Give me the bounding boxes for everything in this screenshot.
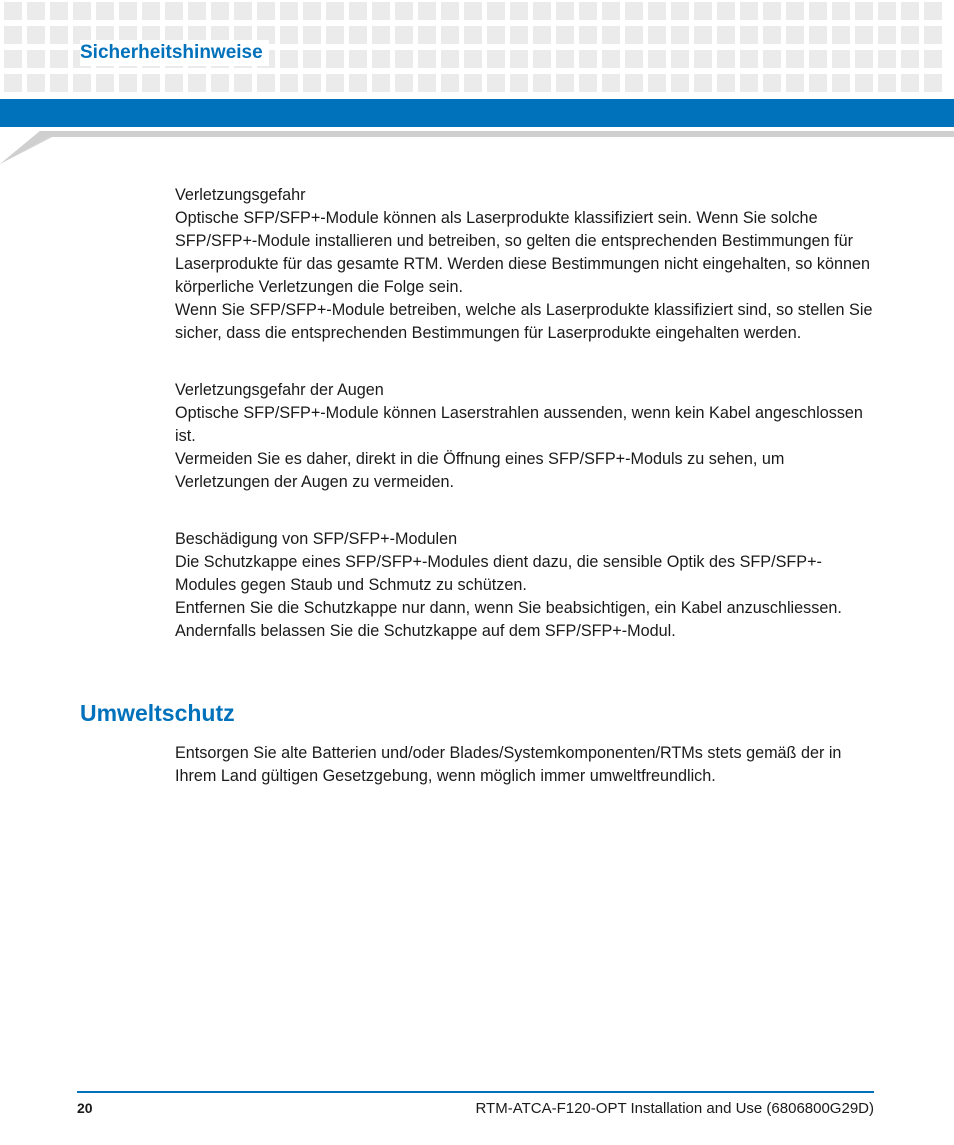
header-tile <box>280 26 298 44</box>
header-tile <box>395 2 413 20</box>
header-tile <box>257 2 275 20</box>
header-tile <box>625 2 643 20</box>
header-tile <box>510 26 528 44</box>
header-tile <box>625 50 643 68</box>
warning-block-damage <box>175 528 875 643</box>
header-tile <box>763 74 781 92</box>
header-tile <box>648 74 666 92</box>
header-tile <box>832 26 850 44</box>
header-tile <box>717 26 735 44</box>
header-tile <box>211 2 229 20</box>
header-tile <box>349 2 367 20</box>
header-tile <box>648 26 666 44</box>
header-tile <box>832 50 850 68</box>
header-tile <box>50 74 68 92</box>
header-tile <box>924 2 942 20</box>
warning-heading: Beschädigung von SFP/SFP+-Modulen <box>175 530 458 548</box>
environment-heading: Umweltschutz <box>80 700 235 726</box>
header-tile <box>487 74 505 92</box>
header-tile <box>855 26 873 44</box>
header-tile <box>395 74 413 92</box>
header-tile <box>280 50 298 68</box>
header-tile <box>924 74 942 92</box>
header-tile <box>694 26 712 44</box>
header-tile <box>50 2 68 20</box>
header-tile <box>441 74 459 92</box>
header-tile <box>418 2 436 20</box>
header-tile <box>142 2 160 20</box>
header-tile <box>901 2 919 20</box>
header-tile <box>234 2 252 20</box>
header-tile <box>533 74 551 92</box>
header-tile <box>579 74 597 92</box>
header-tile <box>418 50 436 68</box>
warning-paragraph: Optische SFP/SFP+-Module können als Laserprodukte klassifiziert sein. Wenn Sie solche SFP/SFP+-Module installieren und betreiben, so gelten die entsprechenden Bestimmungen für Laserprodukte für das gesamte RTM. Werden diese Bestimmungen nicht eingehalten, so können körperliche Verletzungen die Folge sein. <box>175 209 870 296</box>
header-tile <box>188 74 206 92</box>
header-tile <box>878 74 896 92</box>
header-tile <box>487 2 505 20</box>
header-tile <box>326 26 344 44</box>
header-tile <box>855 50 873 68</box>
header-tile <box>50 26 68 44</box>
header-tile <box>418 26 436 44</box>
header-tile <box>96 2 114 20</box>
header-tile <box>901 74 919 92</box>
header-tile <box>533 2 551 20</box>
header-tile <box>349 74 367 92</box>
header-tile <box>303 50 321 68</box>
header-tile <box>671 50 689 68</box>
header-tile <box>579 26 597 44</box>
header-tile <box>487 26 505 44</box>
header-tile <box>395 50 413 68</box>
header-tile <box>855 2 873 20</box>
header-tile <box>510 2 528 20</box>
section-title: Sicherheitshinweise <box>80 40 269 66</box>
header-tile <box>717 2 735 20</box>
header-tile <box>119 2 137 20</box>
header-tile <box>326 2 344 20</box>
header-tile <box>602 74 620 92</box>
header-tile <box>96 74 114 92</box>
header-tile <box>372 2 390 20</box>
header-tile <box>395 26 413 44</box>
header-tile <box>786 2 804 20</box>
header-tile <box>901 26 919 44</box>
header-tile <box>464 50 482 68</box>
header-tile <box>303 74 321 92</box>
header-tile <box>441 50 459 68</box>
header-tile <box>602 26 620 44</box>
header-tile <box>4 2 22 20</box>
header-tile <box>740 74 758 92</box>
warning-paragraph: Optische SFP/SFP+-Module können Laserstrahlen aussenden, wenn kein Kabel angeschlossen ist. <box>175 404 863 445</box>
header-tile <box>694 74 712 92</box>
warning-paragraph: Entfernen Sie die Schutzkappe nur dann, wenn Sie beabsichtigen, ein Kabel anzuschliessen. Andernfalls belassen Sie die Schutzkappe auf dem SFP/SFP+-Modul. <box>175 599 842 640</box>
header-tile <box>280 2 298 20</box>
header-tile <box>27 50 45 68</box>
header-tile <box>372 50 390 68</box>
document-id: RTM-ATCA-F120-OPT Installation and Use (6806800G29D) <box>475 1100 874 1117</box>
header-tile <box>487 50 505 68</box>
warnings-content <box>175 184 875 643</box>
header-tile <box>832 2 850 20</box>
header-tile <box>27 26 45 44</box>
header-tile <box>556 2 574 20</box>
header-tile <box>142 74 160 92</box>
header-tile <box>648 50 666 68</box>
header-tile <box>372 74 390 92</box>
header-tile <box>855 74 873 92</box>
header-tile <box>4 26 22 44</box>
header-tile <box>694 2 712 20</box>
header-tile <box>372 26 390 44</box>
header-tile <box>326 74 344 92</box>
header-tile <box>280 74 298 92</box>
header-tile <box>694 50 712 68</box>
header-tile <box>671 26 689 44</box>
header-tile <box>211 74 229 92</box>
header-tile <box>671 2 689 20</box>
warning-paragraph: Die Schutzkappe eines SFP/SFP+-Modules dient dazu, die sensible Optik des SFP/SFP+-Modules gegen Staub und Schmutz zu schützen. <box>175 553 822 594</box>
header-tile <box>4 74 22 92</box>
header-tile <box>303 26 321 44</box>
header-tile <box>418 74 436 92</box>
header-tile <box>165 74 183 92</box>
header-tile <box>188 2 206 20</box>
header-tile <box>809 26 827 44</box>
header-tile <box>73 2 91 20</box>
header-tile <box>464 74 482 92</box>
warning-block-injury <box>175 184 875 345</box>
header-tile <box>510 50 528 68</box>
header-tile <box>533 50 551 68</box>
header-tile <box>234 74 252 92</box>
header-tile <box>763 50 781 68</box>
header-tile <box>878 2 896 20</box>
environment-text: Entsorgen Sie alte Batterien und/oder Blades/Systemkomponenten/RTMs stets gemäß der in Ihrem Land gültigen Gesetzgebung, wenn möglich immer umweltfreundlich. <box>175 744 842 785</box>
header-tile <box>809 2 827 20</box>
header-tile <box>4 50 22 68</box>
warning-heading: Verletzungsgefahr der Augen <box>175 381 384 399</box>
page-number: 20 <box>77 1100 93 1116</box>
header-tile <box>510 74 528 92</box>
header-tile <box>579 2 597 20</box>
header-tile <box>786 74 804 92</box>
header-tile <box>533 26 551 44</box>
warning-block-eyes <box>175 379 875 494</box>
header-tile <box>625 74 643 92</box>
warning-paragraph: Wenn Sie SFP/SFP+-Module betreiben, welche als Laserprodukte klassifiziert sind, so stellen Sie sicher, dass die entsprechenden Bestimmungen für Laserprodukte eingehalten werden. <box>175 301 873 342</box>
header-tile <box>832 74 850 92</box>
header-tile <box>924 26 942 44</box>
header-blue-bar <box>0 99 954 127</box>
header-tile <box>901 50 919 68</box>
header-tile <box>464 26 482 44</box>
header-tile <box>50 50 68 68</box>
header-tile <box>740 2 758 20</box>
header-tile <box>579 50 597 68</box>
header-tile <box>441 2 459 20</box>
header-tile <box>786 26 804 44</box>
header-tile <box>73 74 91 92</box>
header-tile <box>441 26 459 44</box>
header-tile <box>786 50 804 68</box>
header-tile <box>556 26 574 44</box>
header-tile <box>556 74 574 92</box>
header-tile <box>740 50 758 68</box>
header-tile <box>625 26 643 44</box>
header-tile <box>648 2 666 20</box>
header-tile <box>326 50 344 68</box>
header-tile <box>740 26 758 44</box>
header-tile <box>809 74 827 92</box>
header-tile <box>257 74 275 92</box>
header-tile <box>924 50 942 68</box>
header-tile <box>602 50 620 68</box>
header-tile <box>27 74 45 92</box>
header-tile <box>717 74 735 92</box>
header-tile <box>763 26 781 44</box>
header-tile <box>165 2 183 20</box>
header-tile <box>602 2 620 20</box>
header-tile <box>27 2 45 20</box>
header-tile <box>671 74 689 92</box>
header-tile <box>763 2 781 20</box>
header-tile <box>809 50 827 68</box>
warning-heading: Verletzungsgefahr <box>175 186 306 204</box>
header-tile <box>349 50 367 68</box>
footer-rule <box>77 1091 874 1093</box>
header-tile <box>303 2 321 20</box>
warning-paragraph: Vermeiden Sie es daher, direkt in die Öffnung eines SFP/SFP+-Moduls zu sehen, um Verletzungen der Augen zu vermeiden. <box>175 450 785 491</box>
header-tile <box>717 50 735 68</box>
header-tile <box>464 2 482 20</box>
header-tile <box>119 74 137 92</box>
header-tile <box>556 50 574 68</box>
header-tile <box>878 50 896 68</box>
header-grey-wedge <box>0 131 954 164</box>
header-tile <box>878 26 896 44</box>
environment-section <box>175 742 875 788</box>
header-tile <box>349 26 367 44</box>
